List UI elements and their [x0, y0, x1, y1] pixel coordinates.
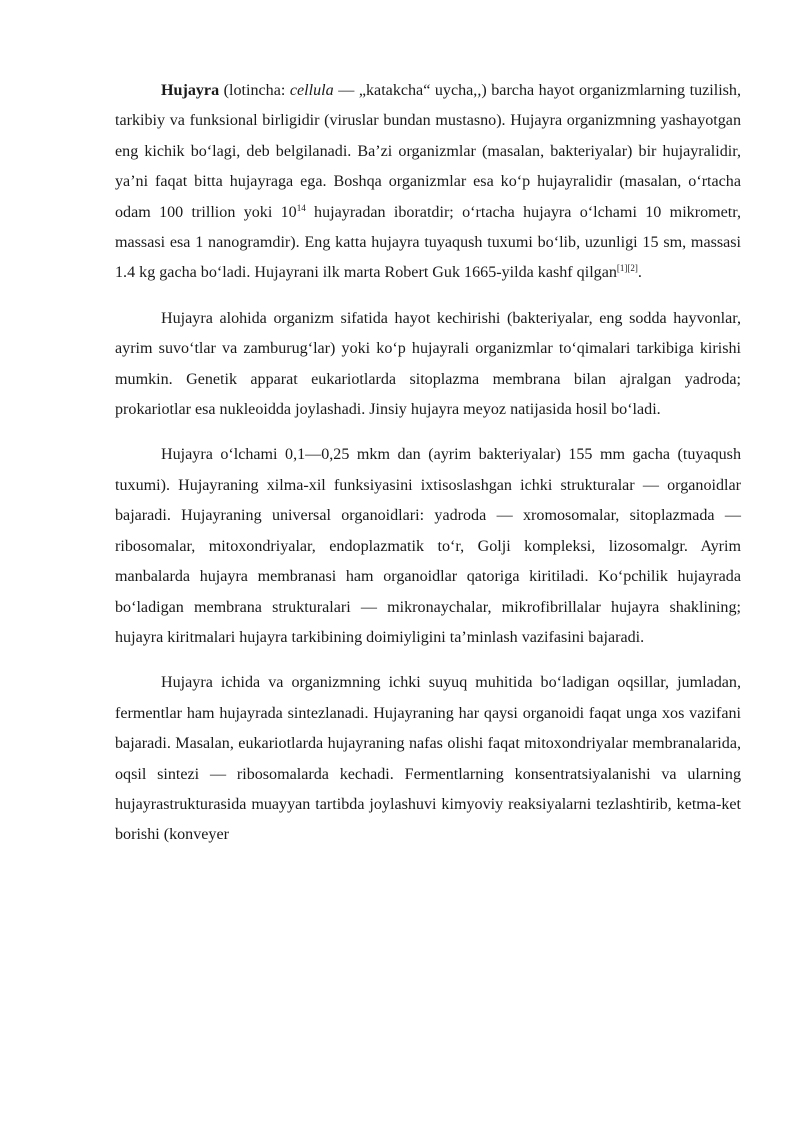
paragraph-1-end: .	[637, 264, 642, 282]
latin-term: cellula	[289, 82, 334, 99]
term-title: Hujayra	[161, 82, 220, 99]
paragraph-1-text-a: (lotincha:	[219, 82, 290, 99]
paragraph-3: Hujayra o‘lchami 0,1—0,25 mkm dan (ayrim bakteriyalar) 155 mm gacha (tuyaqush tuxumi). Hujayraning xilma-xil funksiyasini ixtisoslashgan ichki strukturalar — organoidlar bajaradi. Hujayraning universal organoidlari: yadroda — xromosomalar, sitoplazmada — ribosomalar, mitoxondriyalar, endoplazmatik to‘r, Golji kompleksi, lizosomalgr. Ayrim manbalarda hujayra membranasi ham organoidlar qatoriga kiritiladi. Ko‘pchilik hujayrada bo‘ladigan membrana strukturalari — mikronaychalar, mikrofibrillalar hujayra shaklining; hujayra kiritmalari hujayra tarkibining doimiyligini ta’minlash vazifasini bajaradi.	[115, 446, 741, 646]
reference-links[interactable]: [1][2]	[616, 263, 638, 274]
paragraph-1-text-b: — „katakcha“ uycha,,) barcha hayot organizmlarning tuzilish, tarkibiy va funksional birligidir (viruslar bundan mustasno). Hujayra organizmning yashayotgan eng kichik bo‘lagi, deb belgilanadi. Ba’zi organizmlar (masalan, bakteriyalar) bir hujayralidir, ya’ni faqat bitta hujayraga ega. Boshqa organizmlar esa ko‘p hujayralidir (masalan, o‘rtacha odam 100 trillion yoki 10	[115, 82, 742, 221]
paragraph-2: Hujayra alohida organizm sifatida hayot kechirishi (bakteriyalar, eng sodda hayvonlar, ayrim suvo‘tlar va zamburug‘lar) yoki ko‘p hujayrali organizmlar to‘qimalari tarkibiga kirishi mumkin. Genetik apparat eukariotlarda sitoplazma membrana bilan ajralgan yadroda; prokariotlar esa nukleoidda joylashadi. Jinsiy hujayra meyoz natijasida hosil bo‘ladi.	[115, 309, 741, 419]
paragraph-1-text-c: hujayradan iboratdir; o‘rtacha hujayra o‘lchami 10 mikrometr, massasi esa 1 nanogramdir). Eng katta hujayra tuyaqush tuxumi bo‘lib, uzunligi 15 sm, massasi 1.4 kg gacha bo‘ladi. Hujayrani ilk marta Robert Guk 1665-yilda kashf qilgan	[115, 203, 741, 282]
document-body	[115, 76, 741, 866]
paragraph-1	[115, 76, 741, 289]
exponent: 14	[296, 202, 306, 213]
paragraph-4: Hujayra ichida va organizmning ichki suyuq muhitida bo‘ladigan oqsillar, jumladan, fermentlar ham hujayrada sintezlanadi. Hujayraning har qaysi organoidi faqat unga xos vazifani bajaradi. Masalan, eukariotlarda hujayraning nafas olishi faqat mitoxondriyalar membranalarida, oqsil sintezi — ribosomalarda kechadi. Fermentlarning konsentratsiyalanishi va ularning hujayrastrukturasida muayyan tartibda joylashuvi kimyoviy reaksiyalarni tezlashtirib, ketma-ket borishi (konveyer	[115, 674, 741, 844]
